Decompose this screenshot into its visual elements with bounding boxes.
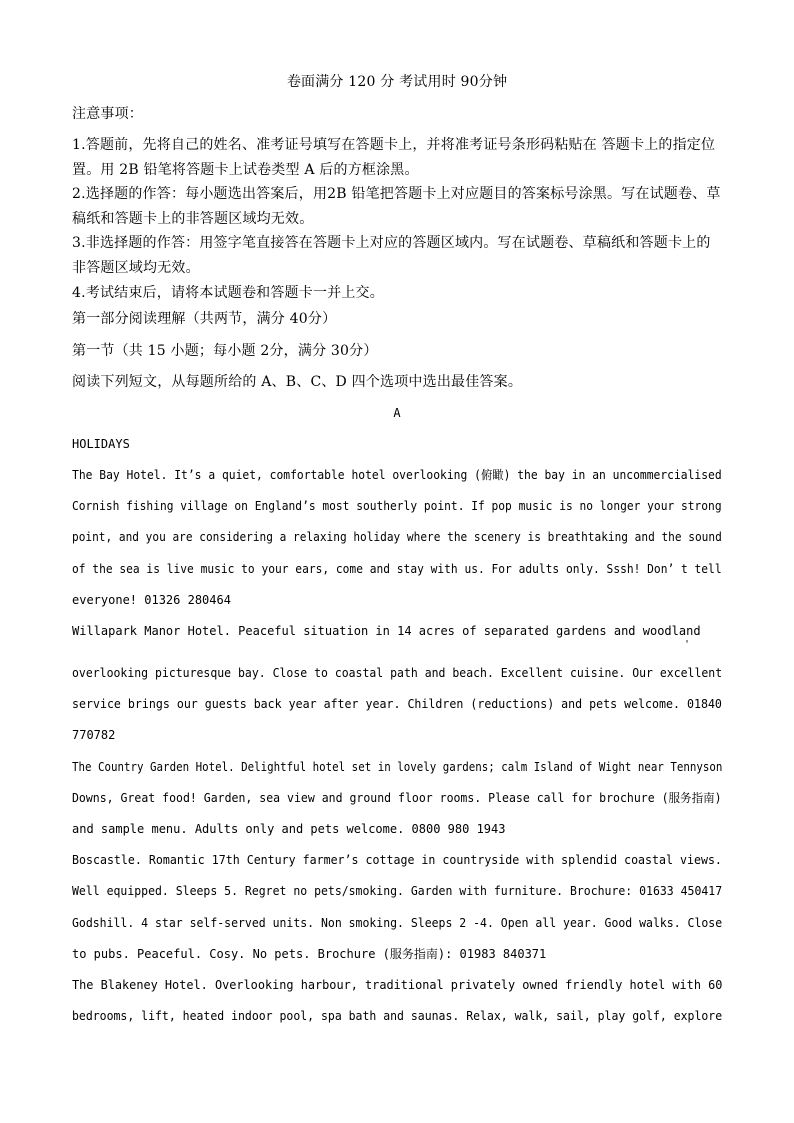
- passage-line: of the sea is live music to your ears, come and stay with us. For adults only. Sssh! Don’ t tell: [72, 562, 722, 576]
- notice-line: 3.非选择题的作答：用签字笔直接答在答题卡上对应的答题区域内。写在试题卷、草稿纸和答题卡上的: [72, 235, 711, 251]
- passage-line: to pubs. Peaceful. Cosy. No pets. Brochure (服务指南): 01983 840371: [72, 947, 547, 961]
- passage-line: The Bay Hotel. It’s a quiet, comfortable hotel overlooking (俯瞰) the bay in an uncommercialised: [72, 468, 722, 482]
- passage-label: A: [393, 406, 401, 420]
- notice-line: 4.考试结束后，请将本试题卷和答题卡一并上交。: [72, 285, 384, 301]
- passage-line: The Country Garden Hotel. Delightful hotel set in lovely gardens; calm Island of Wight near Tennyson: [72, 760, 723, 774]
- notice-title: 注意事项：: [72, 106, 143, 122]
- notice-line: 稿纸和答题卡上的非答题区域均无效。: [72, 211, 314, 227]
- passage-line: bedrooms, lift, heated indoor pool, spa bath and saunas. Relax, walk, sail, play golf, explore: [72, 1009, 723, 1023]
- passage-line: overlooking picturesque bay. Close to coastal path and beach. Excellent cuisine. Our excellent: [72, 666, 723, 680]
- section-title: 第一节（共 15 小题；每小题 2分，满分 30分）: [72, 343, 378, 359]
- passage-line: Godshill. 4 star self-served units. Non smoking. Sleeps 2 -4. Open all year. Good walks. Close: [72, 916, 723, 930]
- passage-line: Downs, Great food! Garden, sea view and ground floor rooms. Please call for brochure (服务指南): [72, 791, 722, 805]
- passage-line: and sample menu. Adults only and pets welcome. 0800 980 1943: [72, 822, 506, 836]
- passage-line: service brings our guests back year after year. Children (reductions) and pets welcome. 01840: [72, 697, 722, 711]
- passage-line: Cornish fishing village on England’s most southerly point. If pop music is no longer your strong: [72, 499, 722, 513]
- passage-line: Well equipped. Sleeps 5. Regret no pets/smoking. Garden with furniture. Brochure: 01633 450417: [72, 884, 723, 898]
- exam-info-header: 卷面满分 120 分 考试用时 90分钟: [286, 74, 508, 90]
- passage-line: The Blakeney Hotel. Overlooking harbour, traditional privately owned friendly hotel with 60: [72, 978, 723, 992]
- passage-line: Willapark Manor Hotel. Peaceful situation in 14 acres of separated gardens and woodland: [72, 624, 701, 638]
- notice-line: 2.选择题的作答：每小题选出答案后，用2B 铅笔把答题卡上对应题目的答案标号涂黑。写在试题卷、草: [72, 186, 721, 202]
- passage-title: HOLIDAYS: [72, 437, 130, 451]
- section-instruction: 阅读下列短文，从每题所给的 A、B、C、D 四个选项中选出最佳答案。: [72, 374, 523, 390]
- stray-mark: ': [684, 639, 691, 650]
- passage-line: everyone! 01326 280464: [72, 593, 231, 607]
- passage-line: Boscastle. Romantic 17th Century farmer’s cottage in countryside with splendid coastal views.: [72, 853, 722, 867]
- notice-line: 非答题区域均无效。: [72, 260, 200, 276]
- part-title: 第一部分阅读理解（共两节，满分 40分）: [72, 311, 337, 327]
- notice-line: 1.答题前，先将自己的姓名、准考证号填写在答题卡上，并将准考证号条形码粘贴在 答题卡上的指定位: [72, 137, 716, 153]
- passage-line: 770782: [72, 728, 116, 742]
- passage-line: point, and you are considering a relaxing holiday where the scenery is breathtaking and the sound: [72, 530, 722, 544]
- notice-line: 置。用 2B 铅笔将答题卡上试卷类型 A 后的方框涂黑。: [72, 162, 419, 178]
